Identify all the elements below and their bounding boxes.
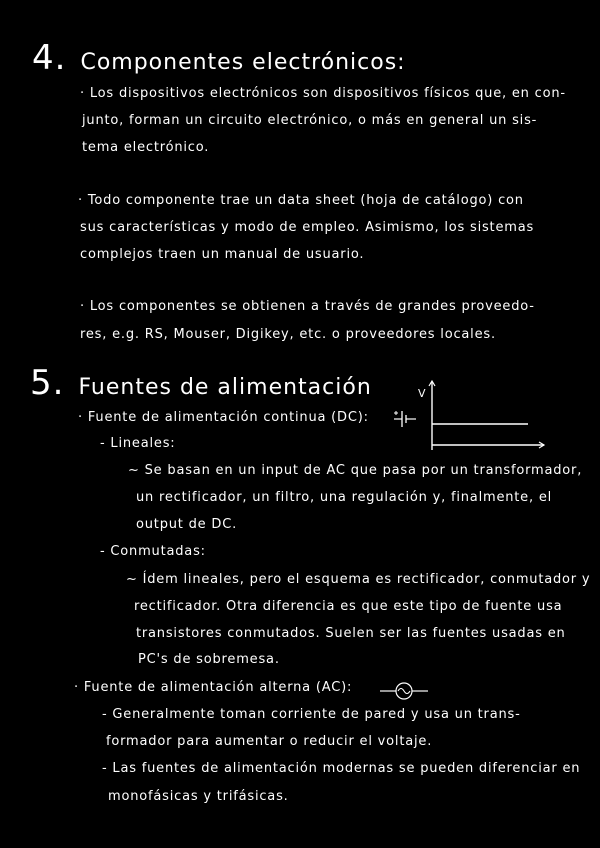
s4-p2-line2: sus características y modo de empleo. Asimismo, los sistemas xyxy=(80,220,535,235)
lineales-label: - Lineales: xyxy=(100,436,176,451)
section-4-number: 4. xyxy=(32,38,67,78)
s4-p2-line1: · Todo componente trae un data sheet (hoja de catálogo) con xyxy=(78,193,524,208)
s4-p2-line3: complejos traen un manual de usuario. xyxy=(80,247,365,262)
section-4-title: Componentes electrónicos: xyxy=(80,50,406,75)
lineales-line2: un rectificador, un filtro, una regulación y, finalmente, el xyxy=(136,490,553,505)
conmutadas-label: - Conmutadas: xyxy=(100,544,206,559)
section-4-heading xyxy=(32,38,406,78)
ac-line1: - Generalmente toman corriente de pared y usa un trans- xyxy=(102,707,521,722)
section-5-title: Fuentes de alimentación xyxy=(78,375,372,400)
conmutadas-line1: ~ Ídem lineales, pero el esquema es rectificador, conmutador y xyxy=(126,572,591,587)
section-5-number: 5. xyxy=(30,363,65,403)
conmutadas-line2: rectificador. Otra diferencia es que este tipo de fuente usa xyxy=(134,599,563,614)
dc-source-label: · Fuente de alimentación continua (DC): xyxy=(78,410,369,425)
s4-p3-line2: res, e.g. RS, Mouser, Digikey, etc. o proveedores locales. xyxy=(80,327,496,342)
lineales-line1: ~ Se basan en un input de AC que pasa por un transformador, xyxy=(128,463,583,478)
s4-p3-line1: · Los componentes se obtienen a través de grandes proveedo- xyxy=(80,299,535,314)
ac-line3: - Las fuentes de alimentación modernas se pueden diferenciar en xyxy=(102,761,581,776)
s4-p1-line3: tema electrónico. xyxy=(82,140,210,155)
ac-source-icon xyxy=(378,680,430,702)
conmutadas-line4: PC's de sobremesa. xyxy=(138,652,280,667)
conmutadas-line3: transistores conmutados. Suelen ser las fuentes usadas en xyxy=(136,626,566,641)
ac-source-label: · Fuente de alimentación alterna (AC): xyxy=(74,680,353,695)
s4-p1-line2: junto, forman un circuito electrónico, o más en general un sis- xyxy=(82,113,538,128)
lineales-line3: output de DC. xyxy=(136,517,238,532)
graph-axis-label: V xyxy=(418,387,427,400)
s4-p1-line1: · Los dispositivos electrónicos son dispositivos físicos que, en con- xyxy=(80,86,566,101)
ac-line4: monofásicas y trifásicas. xyxy=(108,789,289,804)
dc-voltage-graph xyxy=(420,378,550,458)
section-5-heading xyxy=(30,363,372,403)
ac-line2: formador para aumentar o reducir el voltaje. xyxy=(106,734,433,749)
battery-icon xyxy=(392,408,418,428)
